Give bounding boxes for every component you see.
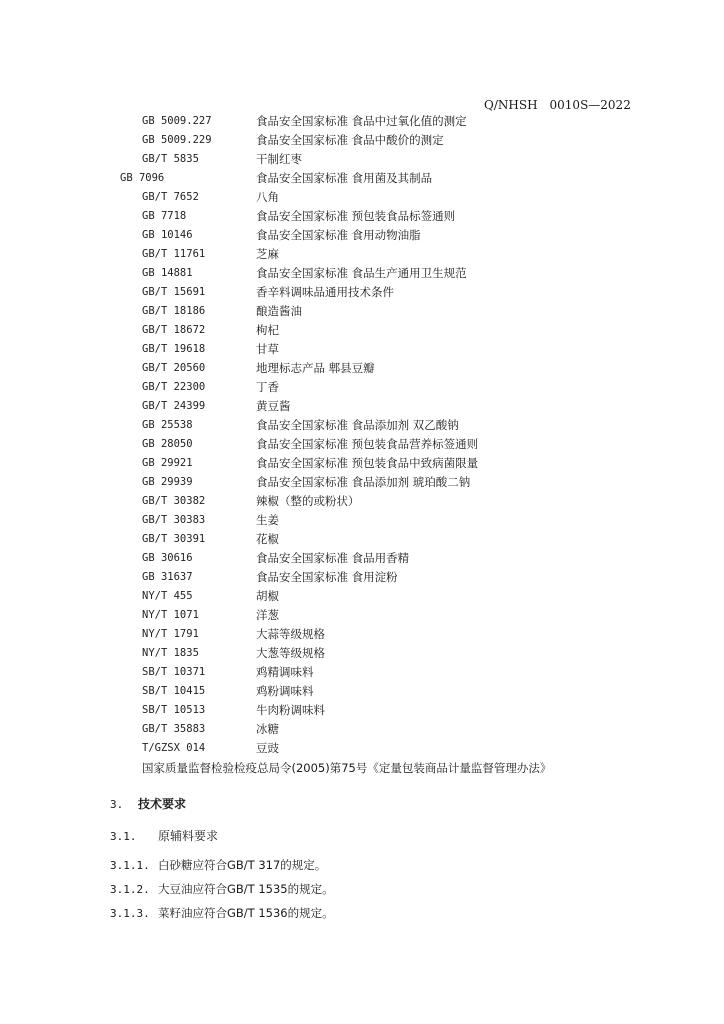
reference-code: GB/T 19618 <box>142 343 206 355</box>
decree-reference: 国家质量监督检验检疫总局令(2005)第75号《定量包装商品计量监督管理办法》 <box>142 761 552 775</box>
reference-code: GB/T 30383 <box>142 514 206 526</box>
reference-row <box>0 454 724 473</box>
reference-title: 丁香 <box>256 380 279 394</box>
reference-row <box>0 150 724 169</box>
reference-title: 食品安全国家标准 预包装食品标签通则 <box>256 209 456 223</box>
clause-number: 3.1.2. <box>110 883 150 896</box>
reference-title: 生姜 <box>256 513 279 527</box>
reference-title: 黄豆酱 <box>256 399 291 413</box>
reference-title: 大葱等级规格 <box>256 646 325 660</box>
reference-row <box>0 473 724 492</box>
reference-code: GB/T 5835 <box>142 153 199 165</box>
clause-item <box>110 857 326 873</box>
reference-row <box>0 245 724 264</box>
clause-number: 3.1.3. <box>110 907 150 920</box>
reference-row <box>0 435 724 454</box>
reference-code: SB/T 10415 <box>142 685 206 697</box>
reference-title: 牛肉粉调味料 <box>256 703 325 717</box>
reference-row <box>0 112 724 131</box>
reference-title: 地理标志产品 郫县豆瓣 <box>256 361 375 375</box>
reference-row <box>0 530 724 549</box>
reference-title: 食品安全国家标准 食用动物油脂 <box>256 228 421 242</box>
subsection-title: 原辅料要求 <box>158 829 219 843</box>
reference-code: NY/T 455 <box>142 590 193 602</box>
reference-row <box>0 644 724 663</box>
reference-code: GB 25538 <box>142 419 193 431</box>
reference-title: 食品安全国家标准 食品用香精 <box>256 551 410 565</box>
reference-code: GB 30616 <box>142 552 193 564</box>
reference-row <box>0 606 724 625</box>
reference-code: NY/T 1791 <box>142 628 199 640</box>
reference-row <box>0 625 724 644</box>
clause-text: 菜籽油应符合GB/T 1536的规定。 <box>158 906 334 920</box>
subsection-heading <box>110 827 218 844</box>
reference-code: GB/T 7652 <box>142 191 199 203</box>
document-code: Q/NHSH 0010S—2022 <box>484 98 631 112</box>
reference-row <box>0 397 724 416</box>
reference-code: GB/T 15691 <box>142 286 206 298</box>
reference-title: 食品安全国家标准 食用淀粉 <box>256 570 398 584</box>
reference-code: GB 29939 <box>142 476 193 488</box>
reference-title: 甘草 <box>256 342 279 356</box>
reference-title: 酿造酱油 <box>256 304 302 318</box>
reference-title: 香辛料调味品通用技术条件 <box>256 285 394 299</box>
reference-code: GB 7718 <box>142 210 187 222</box>
reference-title: 花椒 <box>256 532 279 546</box>
reference-row <box>0 720 724 739</box>
section-number: 3. <box>110 798 124 811</box>
reference-code: NY/T 1835 <box>142 647 199 659</box>
reference-row <box>0 359 724 378</box>
reference-row <box>0 663 724 682</box>
reference-title: 胡椒 <box>256 589 279 603</box>
reference-code: GB/T 35883 <box>142 723 206 735</box>
reference-code: GB 28050 <box>142 438 193 450</box>
reference-code: GB 14881 <box>142 267 193 279</box>
reference-row <box>0 207 724 226</box>
reference-row <box>0 378 724 397</box>
reference-row <box>0 264 724 283</box>
reference-title: 食品安全国家标准 食品中酸价的测定 <box>256 133 444 147</box>
reference-title: 食品安全国家标准 食用菌及其制品 <box>256 171 433 185</box>
reference-title: 八角 <box>256 190 279 204</box>
reference-row <box>0 188 724 207</box>
reference-title: 食品安全国家标准 食品生产通用卫生规范 <box>256 266 467 280</box>
reference-code: GB/T 30391 <box>142 533 206 545</box>
reference-code: GB/T 18186 <box>142 305 206 317</box>
reference-code: GB/T 22300 <box>142 381 206 393</box>
reference-row <box>0 739 724 758</box>
reference-title: 洋葱 <box>256 608 279 622</box>
reference-title: 食品安全国家标准 预包装食品中致病菌限量 <box>256 456 479 470</box>
reference-title: 豆豉 <box>256 741 279 755</box>
reference-code: GB/T 11761 <box>142 248 206 260</box>
reference-row <box>0 549 724 568</box>
reference-title: 鸡精调味料 <box>256 665 314 679</box>
reference-title: 食品安全国家标准 食品添加剂 琥珀酸二钠 <box>256 475 471 489</box>
reference-row <box>0 492 724 511</box>
clause-number: 3.1.1. <box>110 859 150 872</box>
reference-title: 冰糖 <box>256 722 279 736</box>
reference-row <box>0 511 724 530</box>
reference-title: 鸡粉调味料 <box>256 684 314 698</box>
reference-row <box>0 302 724 321</box>
reference-title: 大蒜等级规格 <box>256 627 325 641</box>
subsection-number: 3.1. <box>110 830 137 843</box>
reference-row <box>0 226 724 245</box>
reference-code: SB/T 10513 <box>142 704 206 716</box>
reference-row <box>0 587 724 606</box>
reference-code: T/GZSX 014 <box>142 742 206 754</box>
reference-row <box>0 321 724 340</box>
clause-item <box>110 905 334 921</box>
reference-row <box>0 283 724 302</box>
section-heading <box>110 795 186 812</box>
normative-references-list <box>0 112 724 758</box>
reference-code: GB 7096 <box>120 172 165 184</box>
reference-code: GB 31637 <box>142 571 193 583</box>
reference-code: GB/T 18672 <box>142 324 206 336</box>
clause-text: 大豆油应符合GB/T 1535的规定。 <box>158 882 334 896</box>
section-title: 技术要求 <box>138 797 187 811</box>
reference-row <box>0 701 724 720</box>
reference-title: 辣椒（整的或粉状） <box>256 494 360 508</box>
reference-code: NY/T 1071 <box>142 609 199 621</box>
reference-row <box>0 416 724 435</box>
reference-code: GB 5009.227 <box>142 115 212 127</box>
reference-row <box>0 131 724 150</box>
reference-row <box>0 340 724 359</box>
reference-title: 芝麻 <box>256 247 279 261</box>
reference-code: GB/T 24399 <box>142 400 206 412</box>
clause-item <box>110 881 334 897</box>
reference-title: 枸杞 <box>256 323 279 337</box>
reference-title: 干制红枣 <box>256 152 302 166</box>
reference-code: SB/T 10371 <box>142 666 206 678</box>
reference-row <box>0 682 724 701</box>
reference-code: GB/T 30382 <box>142 495 206 507</box>
reference-title: 食品安全国家标准 食品中过氧化值的测定 <box>256 114 467 128</box>
reference-code: GB 29921 <box>142 457 193 469</box>
reference-title: 食品安全国家标准 食品添加剂 双乙酸钠 <box>256 418 459 432</box>
reference-code: GB/T 20560 <box>142 362 206 374</box>
reference-title: 食品安全国家标准 预包装食品营养标签通则 <box>256 437 479 451</box>
reference-row <box>0 169 724 188</box>
reference-row <box>0 568 724 587</box>
reference-code: GB 5009.229 <box>142 134 212 146</box>
clause-text: 白砂糖应符合GB/T 317的规定。 <box>158 858 327 872</box>
reference-code: GB 10146 <box>142 229 193 241</box>
